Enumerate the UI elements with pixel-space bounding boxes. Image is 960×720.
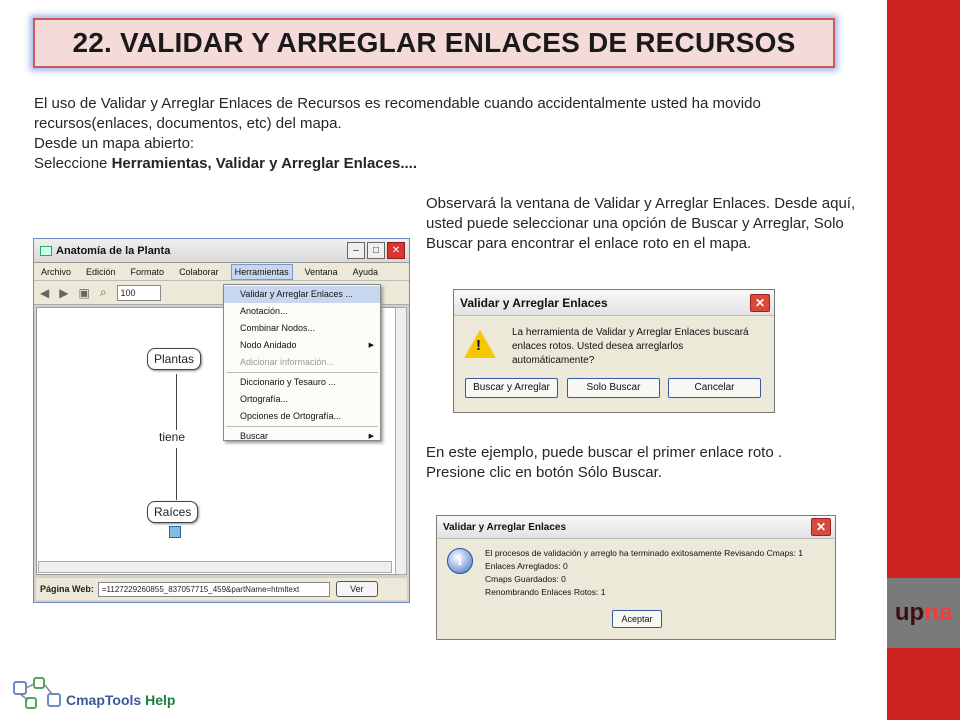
intro-line-3: Desde un mapa abierto: [34,135,195,152]
herramientas-dropdown-menu [223,284,381,441]
intro-line-4-plain: Seleccione [34,155,112,172]
web-page-label: Página Web: [40,584,94,594]
intro-line-4-bold: Herramientas, Validar y Arreglar Enlaces.... [111,155,417,172]
zoom-input[interactable]: 100 [117,285,161,301]
right-paragraph-2-line-1: En este ejemplo, puede buscar el primer enlace roto . [426,444,783,461]
upna-logo-na: na [924,599,953,626]
forward-arrow-icon[interactable]: ▶ [59,285,69,300]
close-button[interactable]: ✕ [387,242,405,259]
menu-archivo[interactable]: Archivo [41,266,72,277]
result-line-3: Cmaps Guardados: 0 [485,574,566,584]
dialog-title: Validar y Arreglar Enlaces [443,521,567,533]
cmap-app-window [33,238,410,603]
side-stripe [887,0,960,720]
web-page-url-field[interactable]: =1127229260855_837057715_459&partName=htmltext [98,582,330,597]
back-arrow-icon[interactable]: ◀ [40,285,50,300]
result-lines [485,547,803,599]
upna-logo [887,578,960,648]
linking-phrase[interactable]: tiene [159,430,186,444]
menu-item-anotacion[interactable]: Anotación... [240,306,288,316]
submenu-arrow-icon: ▶ [368,433,374,440]
dialog-close-button[interactable]: ✕ [750,294,770,312]
dialog-close-button[interactable]: ✕ [811,518,831,536]
solo-buscar-button[interactable]: Solo Buscar [567,378,660,398]
info-icon: i [447,548,473,574]
result-line-2: Enlaces Arreglados: 0 [485,561,568,571]
dialog-title: Validar y Arreglar Enlaces [460,295,608,310]
menu-item-diccionario[interactable]: Diccionario y Tesauro ... [240,377,336,387]
right-paragraph-2 [426,443,866,483]
menu-item-buscar-label: Buscar [240,431,269,441]
menu-item-buscar[interactable] [224,428,380,445]
view-icon[interactable]: ▣ [78,285,90,300]
resource-image-icon[interactable] [169,526,181,538]
cmaptools-help-label: Help [145,692,176,708]
validation-result-dialog [436,515,836,640]
right-paragraph-1: Observará la ventana de Validar y Arreglar Enlaces. Desde aquí, usted puede seleccionar una opción de Buscar y Arreglar, Solo Buscar para encontrar el enlace roto en el mapa. [426,195,856,252]
slide-title-box [33,18,835,68]
intro-line-4 [34,154,864,174]
cmaptools-network-icon [12,676,72,712]
vertical-scrollbar[interactable] [395,307,407,575]
minimize-button[interactable]: – [347,242,365,259]
intro-line-2: recursos(enlaces, documentos, etc) del mapa. [34,115,342,132]
menu-edicion[interactable]: Edición [86,266,116,277]
menu-separator [226,426,378,427]
menu-item-nodo-anidado-label: Nodo Anidado [240,340,297,350]
intro-text [34,94,864,174]
validate-fix-dialog [453,289,775,413]
submenu-arrow-icon: ▶ [368,342,374,349]
ver-button[interactable]: Ver [336,581,378,597]
app-title: Anatomía de la Planta [56,244,171,257]
menu-item-combinar-nodos[interactable]: Combinar Nodos... [240,323,316,333]
map-icon [40,246,52,256]
app-titlebar [34,239,409,263]
intro-line-1: El uso de Validar y Arreglar Enlaces de Recursos es recomendable cuando accidentalmente usted ha movido [34,95,761,112]
aceptar-button[interactable]: Aceptar [612,610,662,628]
cmaptools-help-wordmark [66,692,175,708]
menu-item-nodo-anidado[interactable] [224,337,380,354]
menu-formato[interactable]: Formato [130,266,165,277]
connector-line-top [176,374,177,430]
upna-logo-up: up [894,599,925,626]
slide-title: 22. VALIDAR Y ARREGLAR ENLACES DE RECURSOS [72,27,796,58]
warning-exclamation: ! [476,337,481,354]
menu-colaborar[interactable]: Colaborar [179,266,219,277]
menu-bar [34,263,409,281]
dialog-titlebar [454,290,774,316]
dialog-message: La herramienta de Validar y Arreglar Enlaces buscará enlaces rotos. Usted desea arreglarlos automáticamente? [512,327,749,366]
connector-line-bottom [176,448,177,500]
menu-item-ortografia[interactable]: Ortografía... [240,394,289,404]
result-line-4: Renombrando Enlaces Rotos: 1 [485,587,606,597]
buscar-y-arreglar-button[interactable]: Buscar y Arreglar [465,378,558,398]
menu-item-opciones-ortografia[interactable]: Opciones de Ortografía... [240,411,342,421]
cmaptools-brand: CmapTools [66,692,142,708]
right-paragraph-2-line-2: Presione clic en botón Sólo Buscar. [426,464,662,481]
menu-item-adicionar-informacion: Adicionar información... [240,357,335,367]
menu-separator [226,372,378,373]
menu-ventana[interactable]: Ventana [304,266,338,277]
dialog-titlebar [437,516,835,539]
status-bar [36,578,407,600]
maximize-button[interactable]: □ [367,242,385,259]
menu-item-validar-arreglar[interactable]: Validar y Arreglar Enlaces ... [224,286,380,303]
result-line-1: El procesos de validación y arreglo ha terminado exitosamente Revisando Cmaps: 1 [485,548,803,558]
menu-ayuda[interactable]: Ayuda [352,266,379,277]
menu-herramientas[interactable]: Herramientas [231,264,293,280]
zoom-icon[interactable]: ⌕ [99,285,107,299]
horizontal-scrollbar[interactable] [38,561,392,573]
concept-node-plantas[interactable]: Plantas [147,348,201,370]
concept-node-raices[interactable]: Raíces [147,501,198,523]
cancelar-button[interactable]: Cancelar [668,378,761,398]
